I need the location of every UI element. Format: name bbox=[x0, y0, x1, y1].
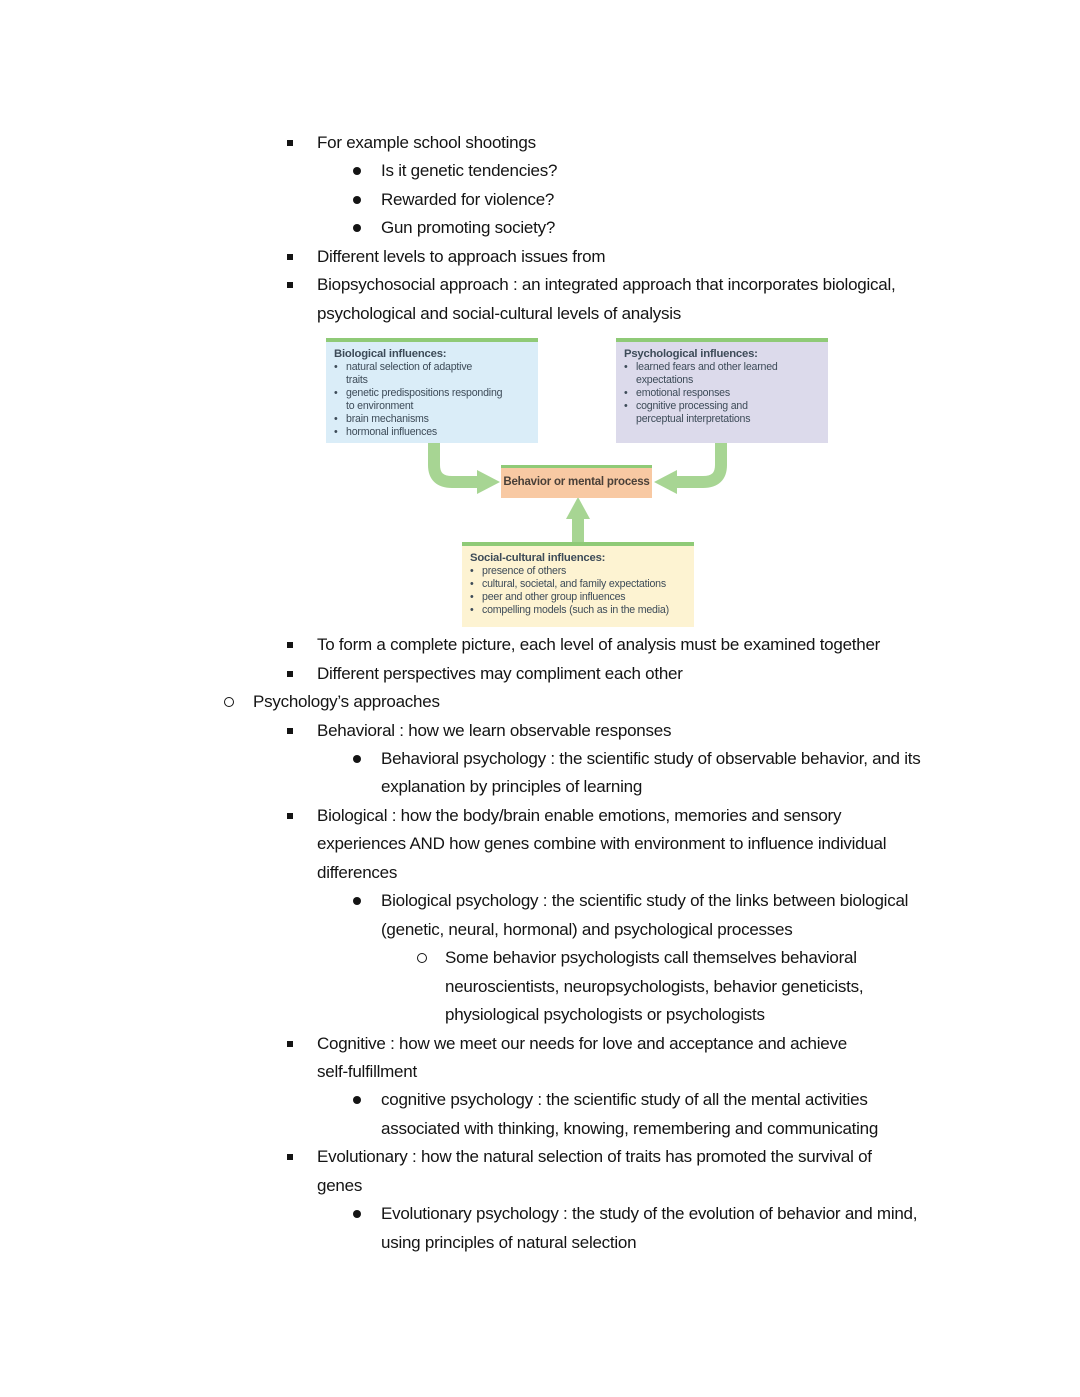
bullet-square-marker bbox=[287, 1041, 293, 1047]
bullet-square-marker bbox=[287, 728, 293, 734]
arrow-left-icon bbox=[434, 443, 500, 494]
biological-influences-bullets bbox=[334, 361, 530, 439]
diagram-bullet-line: genetic predispositions responding bbox=[346, 387, 503, 400]
note-line: Some behavior psychologists call themselves behavioral bbox=[445, 948, 857, 968]
note-line: Evolutionary psychology : the study of the evolution of behavior and mind, bbox=[381, 1204, 918, 1224]
note-line: (genetic, neural, hormonal) and psychological processes bbox=[381, 919, 793, 939]
note-item bbox=[0, 631, 1080, 659]
diagram-bullet-line: natural selection of adaptive bbox=[346, 361, 473, 374]
bullet-square-marker bbox=[287, 254, 293, 260]
note-line: associated with thinking, knowing, remembering and communicating bbox=[381, 1118, 879, 1138]
note-line: Biological psychology : the scientific study of the links between biological bbox=[381, 891, 909, 911]
bullet-dot-marker: • bbox=[470, 604, 474, 617]
social-cultural-influences-title: Social-cultural influences: bbox=[470, 552, 606, 565]
psychological-influences-title: Psychological influences: bbox=[624, 348, 758, 361]
note-line: Different levels to approach issues from bbox=[317, 246, 606, 266]
bullet-dot-marker: • bbox=[624, 387, 628, 400]
bullet-square-marker bbox=[287, 813, 293, 819]
note-line: Biopsychosocial approach : an integrated approach that incorporates biological, bbox=[317, 275, 896, 295]
diagram-bullet-line: to environment bbox=[346, 400, 414, 413]
note-item bbox=[0, 1030, 1080, 1087]
diagram-bullet-item bbox=[470, 604, 686, 617]
note-item bbox=[0, 745, 1080, 802]
behavior-or-mental-process-box bbox=[501, 465, 652, 498]
psychological-influences-bullets bbox=[624, 361, 820, 426]
bullet-dot-marker: • bbox=[470, 578, 474, 591]
bullet-dot-marker: • bbox=[334, 361, 338, 374]
social-cultural-influences-bullets bbox=[470, 565, 686, 617]
note-line: cognitive psychology : the scientific study of all the mental activities bbox=[381, 1090, 868, 1110]
diagram-bullet-item bbox=[334, 426, 530, 439]
diagram-bullet-item bbox=[470, 565, 686, 578]
note-item bbox=[0, 1143, 1080, 1200]
note-line: experiences AND how genes combine with environment to influence individual bbox=[317, 834, 887, 854]
bullet-disc-marker bbox=[353, 167, 361, 175]
notes-list-after-diagram bbox=[0, 631, 1080, 1257]
bullet-dot-marker: • bbox=[470, 565, 474, 578]
note-line: Rewarded for violence? bbox=[381, 189, 555, 209]
diagram-bullet-item bbox=[624, 361, 820, 387]
notes-list-before-diagram bbox=[0, 129, 1080, 328]
diagram-bullet-line: perceptual interpretations bbox=[636, 413, 751, 426]
diagram-bullet-line: hormonal influences bbox=[346, 426, 438, 439]
bullet-dot-marker: • bbox=[624, 361, 628, 374]
bullet-disc-marker bbox=[353, 196, 361, 204]
note-item bbox=[0, 802, 1080, 887]
diagram-bullet-line: emotional responses bbox=[636, 387, 730, 400]
bullet-dot-marker: • bbox=[334, 387, 338, 400]
diagram-bullet-line: expectations bbox=[636, 374, 694, 387]
note-line: self-fulfillment bbox=[317, 1061, 417, 1081]
biological-influences-box bbox=[326, 338, 538, 443]
note-item bbox=[0, 186, 1080, 214]
note-line: Different perspectives may compliment each other bbox=[317, 663, 683, 683]
note-item bbox=[0, 271, 1080, 328]
arrow-up-icon bbox=[566, 497, 590, 542]
note-line: To form a complete picture, each level of analysis must be examined together bbox=[317, 635, 881, 655]
note-item bbox=[0, 688, 1080, 716]
bullet-dot-marker: • bbox=[470, 591, 474, 604]
diagram-bullet-item bbox=[470, 578, 686, 591]
behavior-box-label: Behavior or mental process bbox=[503, 476, 650, 489]
note-item bbox=[0, 214, 1080, 242]
note-line: Psychology’s approaches bbox=[253, 692, 440, 712]
social-cultural-influences-box bbox=[462, 542, 694, 627]
diagram-bullet-item bbox=[624, 387, 820, 400]
diagram-bullet-item bbox=[334, 361, 530, 387]
bullet-square-marker bbox=[287, 642, 293, 648]
note-line: neuroscientists, neuropsychologists, behavior geneticists, bbox=[445, 976, 864, 996]
bullet-dot-marker: • bbox=[334, 426, 338, 439]
note-line: explanation by principles of learning bbox=[381, 777, 643, 797]
bullet-square-marker bbox=[287, 671, 293, 677]
diagram-bullet-line: learned fears and other learned bbox=[636, 361, 778, 374]
bullet-square-marker bbox=[287, 140, 293, 146]
note-line: Is it genetic tendencies? bbox=[381, 161, 558, 181]
note-line: Behavioral : how we learn observable responses bbox=[317, 720, 672, 740]
note-line: Behavioral psychology : the scientific study of observable behavior, and its bbox=[381, 748, 921, 768]
diagram-bullet-item bbox=[624, 400, 820, 426]
bullet-dot-marker: • bbox=[624, 400, 628, 413]
biopsychosocial-diagram bbox=[0, 338, 1080, 627]
psychological-influences-box bbox=[616, 338, 828, 443]
bullet-disc-marker bbox=[353, 755, 361, 763]
diagram-bullet-line: presence of others bbox=[482, 565, 567, 578]
note-line: genes bbox=[317, 1175, 363, 1195]
bullet-disc-marker bbox=[353, 224, 361, 232]
diagram-bullet-item bbox=[470, 591, 686, 604]
diagram-bullet-item bbox=[334, 387, 530, 413]
note-line: physiological psychologists or psychologists bbox=[445, 1005, 765, 1025]
note-line: Cognitive : how we meet our needs for love and acceptance and achieve bbox=[317, 1033, 847, 1053]
bullet-disc-marker bbox=[353, 1096, 361, 1104]
note-line: Evolutionary : how the natural selection of traits has promoted the survival of bbox=[317, 1147, 872, 1167]
note-line: psychological and social-cultural levels of analysis bbox=[317, 303, 682, 323]
note-item bbox=[0, 1086, 1080, 1143]
bullet-dot-marker: • bbox=[334, 413, 338, 426]
note-line: Gun promoting society? bbox=[381, 218, 556, 238]
bullet-square-marker bbox=[287, 282, 293, 288]
bullet-disc-marker bbox=[353, 897, 361, 905]
diagram-bullet-item bbox=[334, 413, 530, 426]
diagram-bullet-line: traits bbox=[346, 374, 368, 387]
bullet-square-marker bbox=[287, 1154, 293, 1160]
diagram-bullet-line: cognitive processing and bbox=[636, 400, 748, 413]
note-item bbox=[0, 129, 1080, 157]
note-item bbox=[0, 887, 1080, 944]
diagram-bullet-line: peer and other group influences bbox=[482, 591, 626, 604]
bullet-circle-marker bbox=[417, 953, 427, 963]
bullet-disc-marker bbox=[353, 1210, 361, 1218]
biological-influences-title: Biological influences: bbox=[334, 348, 447, 361]
note-line: Biological : how the body/brain enable emotions, memories and sensory bbox=[317, 805, 842, 825]
note-item bbox=[0, 660, 1080, 688]
note-item bbox=[0, 944, 1080, 1029]
bullet-circle-marker bbox=[224, 697, 234, 707]
diagram-bullet-line: compelling models (such as in the media) bbox=[482, 604, 669, 617]
note-line: differences bbox=[317, 862, 398, 882]
note-line: For example school shootings bbox=[317, 133, 536, 152]
note-item bbox=[0, 157, 1080, 185]
note-line: using principles of natural selection bbox=[381, 1232, 637, 1252]
note-item bbox=[0, 243, 1080, 271]
note-item bbox=[0, 1200, 1080, 1257]
arrow-right-icon bbox=[654, 443, 721, 494]
diagram-bullet-line: brain mechanisms bbox=[346, 413, 429, 426]
note-item bbox=[0, 717, 1080, 745]
diagram-bullet-line: cultural, societal, and family expectations bbox=[482, 578, 666, 591]
